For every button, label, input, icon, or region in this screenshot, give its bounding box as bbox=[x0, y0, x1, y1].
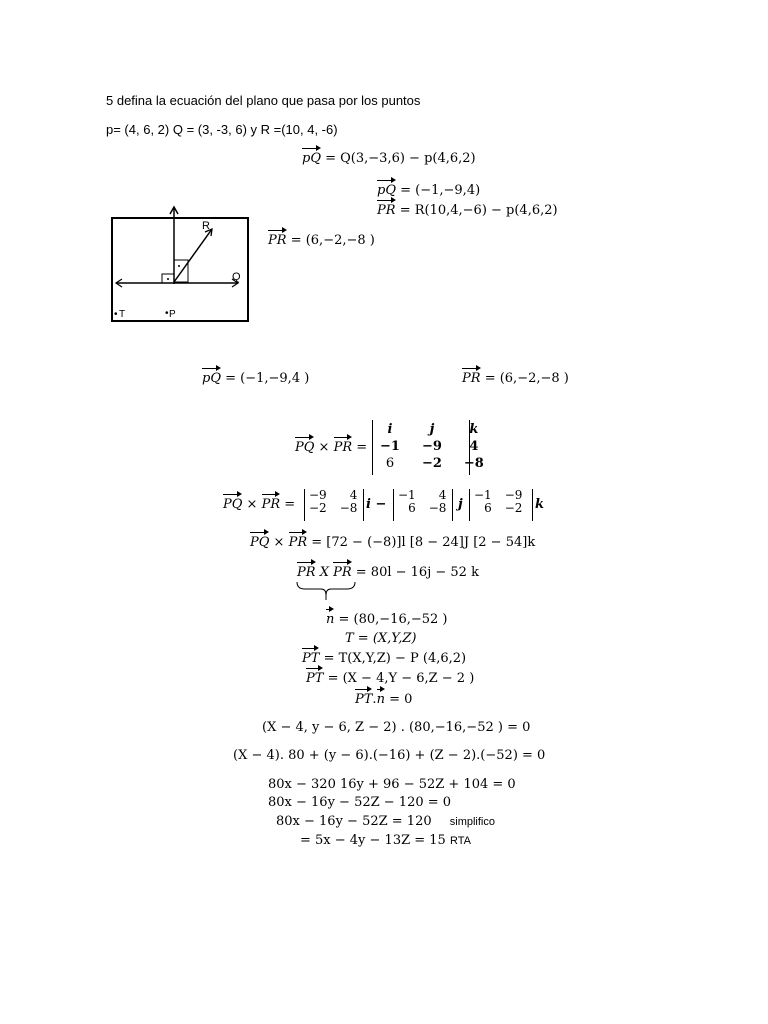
minor-i: −9 4 −2 −8 bbox=[309, 488, 358, 515]
minor-i-label: i − bbox=[366, 497, 387, 512]
answer-note: RTA bbox=[449, 835, 471, 847]
equation-line-2: (X − 4). 80 + (y − 6).(−16) + (Z − 2).(−52) = 0 bbox=[233, 748, 546, 763]
pr-result bbox=[268, 233, 375, 249]
pq-def-text: = Q(3,−3,6) − p(4,6,2) bbox=[325, 151, 476, 166]
pr-definition bbox=[377, 203, 558, 219]
pt-definition: PT = T(X,Y,Z) − P (4,6,2) bbox=[302, 651, 467, 666]
pq-result-text: = (−1,−9,4) bbox=[400, 183, 481, 198]
minor-j: −1 4 6 −8 bbox=[398, 488, 447, 515]
equation-line-6: = 5x − 4y − 13Z = 15 RTA bbox=[300, 833, 471, 848]
pr-restated-text: = (6,−2,−8 ) bbox=[484, 371, 569, 386]
label-p: P bbox=[169, 309, 176, 320]
vector-pq: pQ bbox=[302, 151, 321, 166]
dot-product: PT.n = 0 bbox=[355, 692, 413, 707]
label-t: T bbox=[119, 309, 126, 320]
pr-def-text: = R(10,4,−6) − p(4,6,2) bbox=[399, 203, 558, 218]
normal-vector: n = (80,−16,−52 ) bbox=[326, 612, 448, 627]
given-points: p= (4, 6, 2) Q = (3, -3, 6) y R =(10, 4, -6) bbox=[106, 122, 338, 137]
minors-lhs: PQ × PR = bbox=[223, 497, 296, 512]
origin-dot bbox=[167, 278, 169, 280]
vector-pr: PR bbox=[462, 371, 481, 386]
cross-result: PR X PR = 80l − 16j − 52 k bbox=[297, 565, 479, 580]
label-q: Q bbox=[232, 271, 241, 283]
unit-j: j bbox=[429, 422, 435, 437]
vector-r-line bbox=[174, 229, 212, 282]
minor-k-label: k bbox=[535, 497, 545, 512]
pq-definition bbox=[302, 151, 476, 167]
pq-restated bbox=[202, 371, 309, 387]
pr-result-text: = (6,−2,−8 ) bbox=[290, 233, 375, 248]
equation-line-5: 80x − 16y − 52Z = 120 simplifico bbox=[276, 814, 495, 829]
determinant-matrix: i j k −1 −9 4 6 −2 −8 bbox=[374, 421, 490, 472]
cross-expansion: PQ × PR = [72 − (−8)]l [8 − 24]J [2 − 54]k bbox=[250, 535, 536, 550]
minor-k: −1 −9 6 −2 bbox=[474, 488, 523, 515]
vector-pr: PR bbox=[268, 233, 287, 248]
diagram-frame bbox=[112, 218, 248, 321]
problem-title: 5 defina la ecuación del plano que pasa por los puntos bbox=[106, 93, 421, 108]
label-t-mark: • bbox=[114, 309, 118, 320]
angle-dot bbox=[178, 265, 180, 267]
label-r: R bbox=[202, 220, 210, 232]
label-p-mark: • bbox=[165, 308, 169, 319]
simplify-note: simplifico bbox=[449, 816, 495, 828]
t-definition: T = (X,Y,Z) bbox=[345, 631, 417, 646]
unit-k: k bbox=[469, 422, 479, 437]
underbrace bbox=[295, 580, 357, 602]
equation-line-4: 80x − 16y − 52Z − 120 = 0 bbox=[268, 795, 452, 810]
equation-line-3: 80x − 320 16y + 96 − 52Z + 104 = 0 bbox=[268, 777, 516, 792]
vector-pq: pQ bbox=[377, 183, 396, 198]
pr-restated bbox=[462, 371, 569, 387]
unit-i: i bbox=[387, 422, 393, 437]
pq-restated-text: = (−1,−9,4 ) bbox=[225, 371, 310, 386]
axes-diagram bbox=[108, 202, 254, 326]
cross-lhs: PQ × PR = bbox=[295, 440, 368, 455]
pt-result: PT = (X − 4,Y − 6,Z − 2 ) bbox=[306, 671, 475, 686]
vector-pr: PR bbox=[377, 203, 396, 218]
minor-j-label: j bbox=[458, 497, 463, 512]
vector-pq: pQ bbox=[202, 371, 221, 386]
equation-line-1: (X − 4, y − 6, Z − 2) . (80,−16,−52 ) = 0 bbox=[262, 720, 531, 735]
